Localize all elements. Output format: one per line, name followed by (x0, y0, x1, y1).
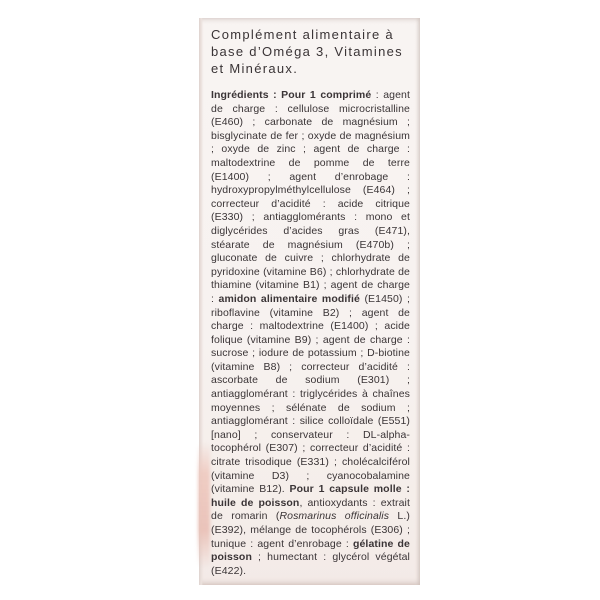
label-text-block (211, 26, 410, 578)
ingredient-segment-regular: (E1450) ; riboflavine (vitamine B2) ; agent de charge : maltodextrine (E1400) ; acide folique (vitamine B9) ; agent de charge : sucrose ; iodure de potassium ; D-biotine (vitamine B8) ; correcteur d’acidité : ascorbate de sodium (E301) ; antiagglomérant : triglycérides à chaînes moyennes ; sélénate de sodium ; antiagglomérant : silice colloïdale (E551) [nano] ; conservateur : DL-alpha-tocophérol (E307) ; correcteur d’acidité : citrate trisodique (E331) ; cholécalciférol (vitamine D3) ; cyanocobalamine (vitamine B12). (211, 292, 410, 496)
ingredients-paragraph (211, 89, 410, 578)
ingredient-segment-bold: Ingrédients : Pour 1 comprimé (211, 89, 372, 101)
pink-accent-glow (198, 442, 210, 568)
ingredient-segment-bold: Pour 1 capsule molle : huile de poisson (211, 483, 410, 509)
ingredient-segment-regular: L.) (E392), mélange de tocophérols (E306) ; tunique : agent d’enrobage : (211, 510, 410, 550)
ingredient-segment-bold: amidon alimentaire modifié (218, 292, 360, 305)
ingredient-segment-bold: gélatine de poisson (211, 537, 410, 564)
product-box-label (199, 18, 420, 585)
ingredient-segment-regular: ; humectant : glycérol végétal (E422). (211, 551, 410, 577)
ingredient-segment-regular: : agent de charge : cellulose microcristalline (E460) ; carbonate de magnésium ; bisglycinate de fer ; oxyde de magnésium ; oxyde de zinc ; agent de charge : maltodextrine de pomme de terre (E1400) ; agent d’enrobage : hydroxypropylméthylcellulose (E464) ; correcteur d’acidité : acide citrique (E330) ; antiagglomérants : mono et diglycérides d’acides gras (E471), stéarate de magnésium (E470b) ; gluconate de cuivre ; chlorhydrate de pyridoxine (vitamine B6) ; chlorhydrate de thiamine (vitamine B1) ; agent de charge : (211, 89, 410, 305)
ingredient-segment-regular: , antioxydants : extrait de romarin ( (211, 496, 410, 523)
ingredient-segment-italic: Rosmarinus officinalis (279, 510, 390, 523)
product-description-title: Complément alimentaire à base d’Oméga 3, Vitamines et Minéraux. (211, 27, 403, 76)
